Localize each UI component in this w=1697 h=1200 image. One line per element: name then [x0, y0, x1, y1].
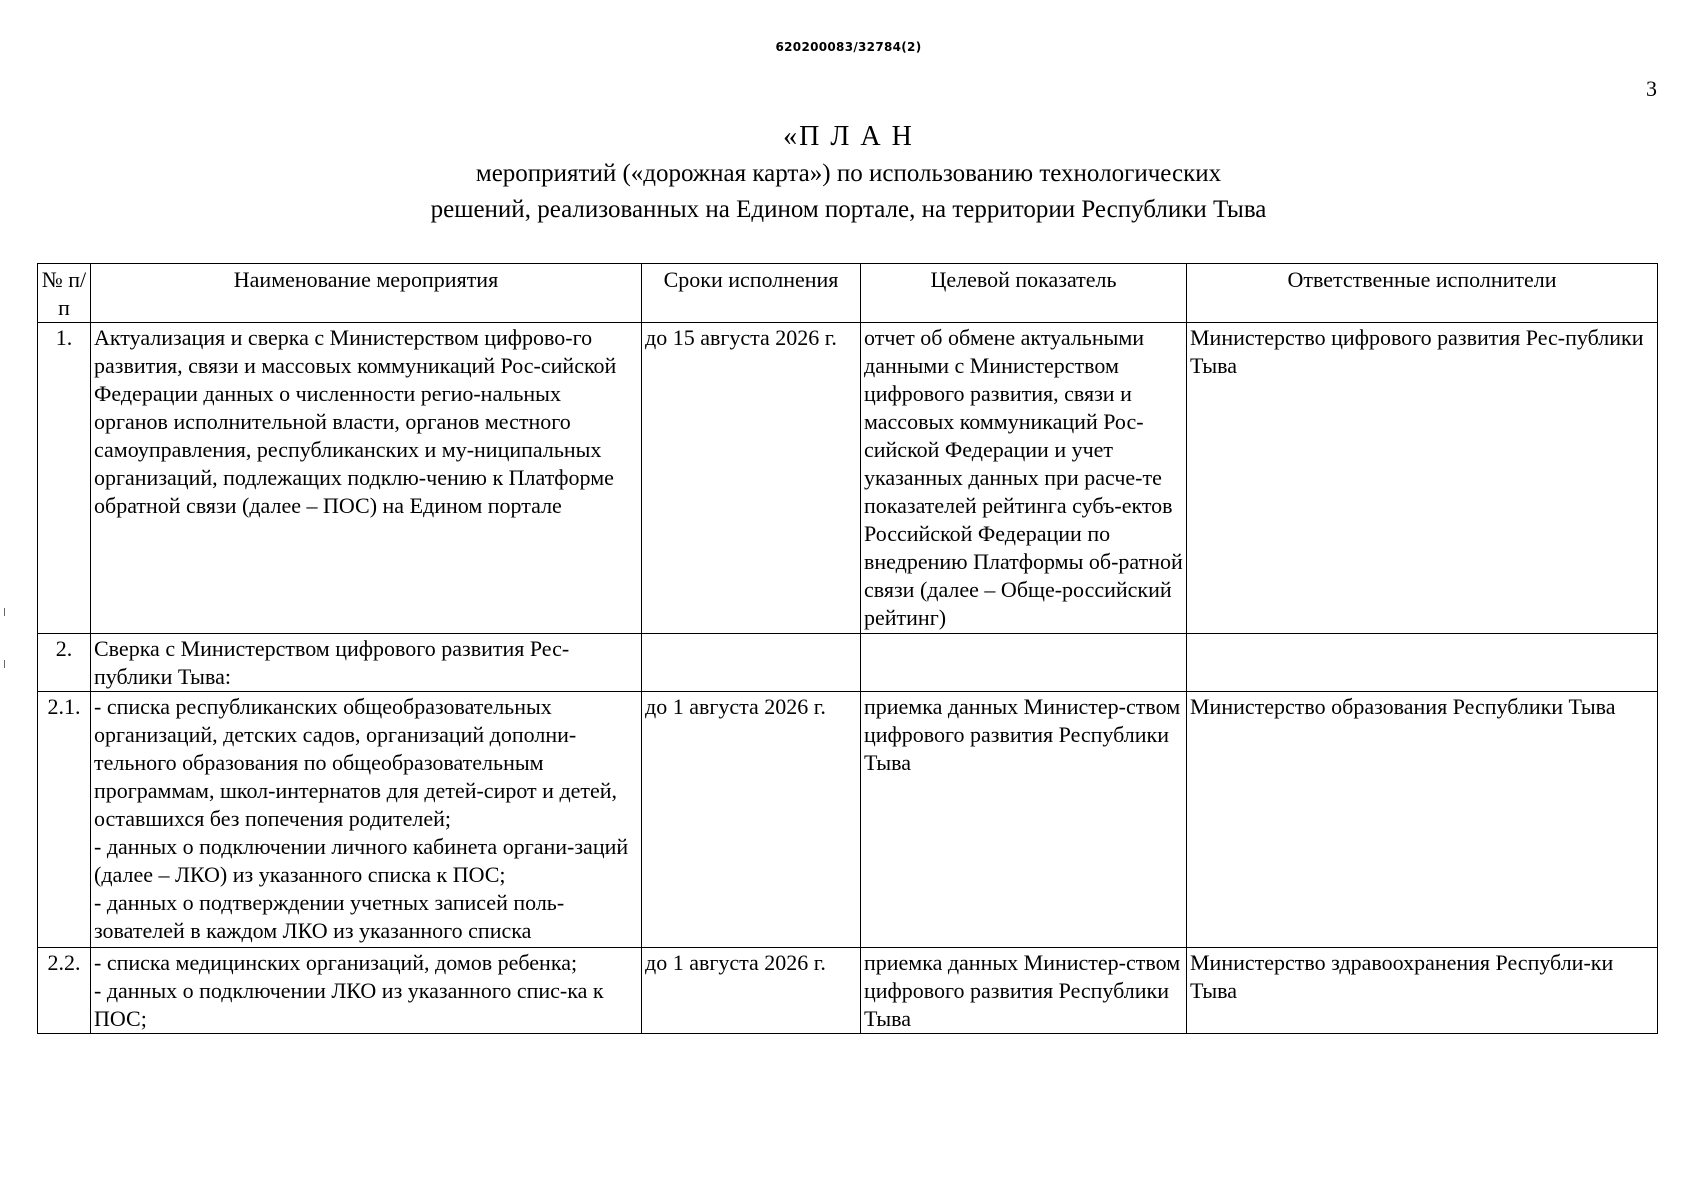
table-row — [38, 948, 1658, 1034]
row-deadline: до 15 августа 2026 г. — [642, 323, 861, 634]
row-num: 2.2. — [38, 948, 91, 1034]
row-indicator — [861, 634, 1187, 692]
plan-table — [37, 263, 1658, 1034]
table-row — [38, 692, 1658, 948]
scan-artifact — [4, 660, 5, 668]
header-num: № п/п — [38, 264, 91, 323]
row-num: 2. — [38, 634, 91, 692]
row-deadline: до 1 августа 2026 г. — [642, 948, 861, 1034]
row-name: - списка республиканских общеобразовательных организаций, детских садов, организаций дополни-тельного образования по общеобразовательным программам, школ-интернатов для детей-сирот и детей, оставшихся без попечения родителей; - данных о подключении личного кабинета органи-заций (далее – ЛКО) из указанного списка к ПОС; - данных о подтверждении учетных записей поль-зователей в каждом ЛКО из указанного списка — [91, 692, 642, 948]
row-responsible: Министерство образования Республики Тыва — [1187, 692, 1658, 948]
row-num: 2.1. — [38, 692, 91, 948]
row-deadline — [642, 634, 861, 692]
row-indicator: приемка данных Министер-ством цифрового развития Республики Тыва — [861, 692, 1187, 948]
row-name: Сверка с Министерством цифрового развития Рес-публики Тыва: — [91, 634, 642, 692]
row-indicator: отчет об обмене актуальными данными с Министерством цифрового развития, связи и массовых коммуникаций Рос-сийской Федерации и учет указанных данных при расче-те показателей рейтинга субъ-ектов Российской Федерации по внедрению Платформы об-ратной связи (далее – Обще-российский рейтинг) — [861, 323, 1187, 634]
row-responsible: Министерство цифрового развития Рес-публики Тыва — [1187, 323, 1658, 634]
document-id: 620200083/32784(2) — [775, 40, 922, 54]
header-responsible: Ответственные исполнители — [1187, 264, 1658, 323]
document-title: «П Л А Н — [783, 121, 914, 152]
table-row — [38, 323, 1658, 634]
row-name: - списка медицинских организаций, домов ребенка; - данных о подключении ЛКО из указанного спис-ка к ПОС; — [91, 948, 642, 1034]
document-subtitle-line-1: мероприятий («дорожная карта») по использованию технологических — [475, 160, 1222, 187]
row-num: 1. — [38, 323, 91, 634]
header-deadline: Сроки исполнения — [642, 264, 861, 323]
table-row — [38, 634, 1658, 692]
header-indicator: Целевой показатель — [861, 264, 1187, 323]
scan-artifact — [4, 608, 5, 616]
row-deadline: до 1 августа 2026 г. — [642, 692, 861, 948]
table-header-row — [38, 264, 1658, 323]
row-responsible — [1187, 634, 1658, 692]
row-name: Актуализация и сверка с Министерством цифрово-го развития, связи и массовых коммуникаций Рос-сийской Федерации данных о численности регио-нальных органов исполнительной власти, органов местного самоуправления, республиканских и му-ниципальных организаций, подлежащих подклю-чению к Платформе обратной связи (далее – ПОС) на Едином портале — [91, 323, 642, 634]
row-indicator: приемка данных Министер-ством цифрового развития Республики Тыва — [861, 948, 1187, 1034]
document-subtitle-line-2: решений, реализованных на Едином портале, на территории Республики Тыва — [430, 196, 1267, 223]
row-responsible: Министерство здравоохранения Республи-ки Тыва — [1187, 948, 1658, 1034]
header-name: Наименование мероприятия — [91, 264, 642, 323]
page-number: 3 — [1646, 76, 1657, 101]
